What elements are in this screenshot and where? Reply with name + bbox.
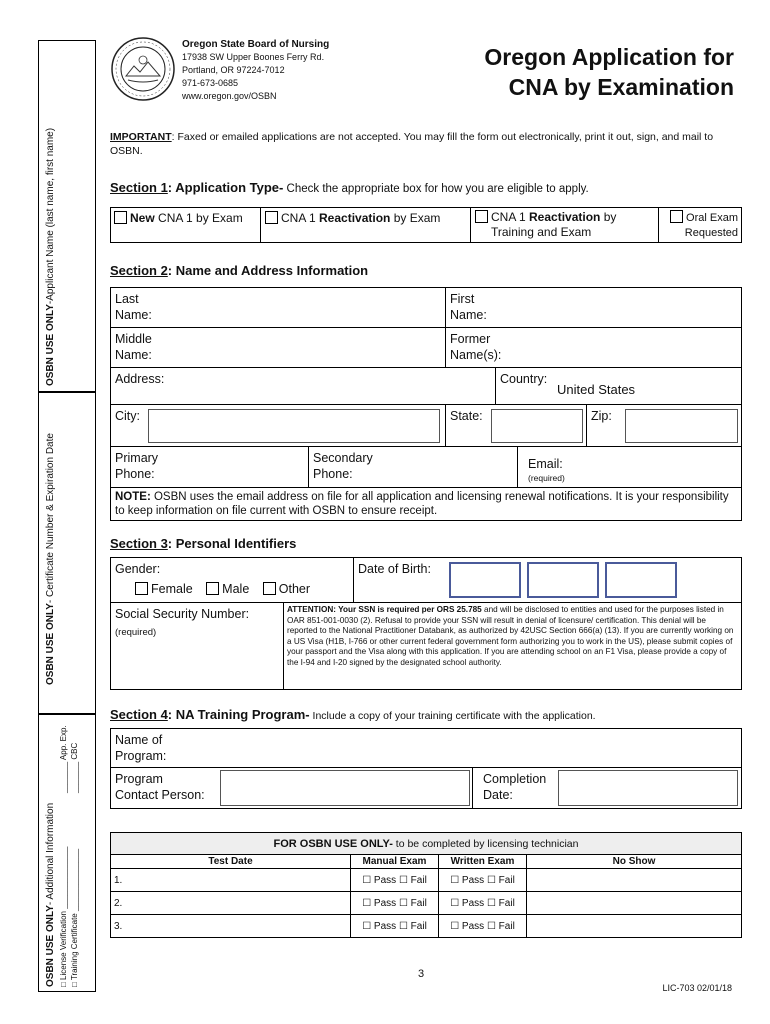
state-seal-logo [110,36,176,102]
agency-name: Oregon State Board of Nursing [182,39,330,50]
gender-female-option[interactable]: Female [135,582,193,596]
agency-web[interactable]: www.oregon.gov/OSBN [182,91,277,101]
col-test-date: Test Date [111,855,351,869]
checkbox-oral-exam[interactable] [670,210,683,223]
checkbox-new[interactable] [114,211,127,224]
training-certificate-check: □ Training Certificate ______________ [70,848,79,987]
osbn-technician-table [110,832,742,938]
table-row [111,869,742,892]
primary-phone-field[interactable]: Primary Phone: [110,446,309,488]
program-name-field[interactable]: Name of Program: [110,728,742,768]
agency-address2: Portland, OR 97224-7012 [182,65,285,75]
dob-day-input[interactable] [527,562,599,598]
test-date-cell[interactable]: 1. [111,869,351,892]
col-written-exam: Written Exam [439,855,527,869]
option-new-cna-exam[interactable]: New CNA 1 by Exam [110,207,260,243]
zip-input[interactable] [625,409,738,443]
manual-exam-cell[interactable]: ☐ Pass ☐ Fail [351,892,439,915]
col-manual-exam: Manual Exam [351,855,439,869]
state-row: State: [445,404,587,447]
written-exam-cell[interactable]: ☐ Pass ☐ Fail [439,869,527,892]
middle-name-field[interactable]: Middle Name: [110,327,446,368]
zip-row: Zip: [586,404,742,447]
no-show-cell[interactable] [527,869,742,892]
form-code: LIC-703 02/01/18 [662,983,732,993]
certificate-strip-label: OSBN USE ONLY- Certificate Number & Expiration Date [45,433,56,685]
additional-strip-label: OSBN USE ONLY- Additional Information [45,802,56,987]
state-input[interactable] [491,409,583,443]
tech-table-header: FOR OSBN USE ONLY- to be completed by licensing technician [111,833,742,855]
first-name-field[interactable]: First Name: [445,287,742,328]
ssn-field[interactable]: Social Security Number: (required) [110,602,284,690]
checkbox-male[interactable] [206,582,219,595]
no-show-cell[interactable] [527,892,742,915]
option-reactivation-exam[interactable]: CNA 1 Reactivation by Exam [260,207,470,243]
cbc-field: _______ CBC [70,742,79,793]
form-title: Oregon Application for CNA by Examination [484,44,734,100]
country-value: United States [557,382,636,397]
manual-exam-cell[interactable]: ☐ Pass ☐ Fail [351,869,439,892]
osbn-applicant-name-strip[interactable] [38,40,96,392]
ssn-attention-notice: ATTENTION: Your SSN is required per ORS 25.785 and will be disclosed to entities and used for the purposes listed in OAR 851-001-0030 (2). Refusal to provide your SSN will result in denial of licensure/ certification. This denial will be reported to the National Practitioner Databank, as authorized by 42USC Section 666(a) (13). If you are currently working on a US Visa (H1B, I-766 or other current federal government form authorizing you to work in the US), please submit copies of your passport and the Visa along with this application. If you are attending school on an F1 Visa, please provide a copy of the I-94 and I-20 signed by the designated school authority. [283,602,742,690]
secondary-phone-field[interactable]: Secondary Phone: [308,446,518,488]
option-oral-exam[interactable]: Oral Exam Requested [658,207,742,243]
col-no-show: No Show [527,855,742,869]
agency-info [182,38,329,103]
written-exam-cell[interactable]: ☐ Pass ☐ Fail [439,915,527,938]
app-exp-field: _______ App. Exp. [59,725,68,793]
checkbox-reactivation-exam[interactable] [265,211,278,224]
test-date-cell[interactable]: 2. [111,892,351,915]
agency-phone: 971-673-0685 [182,78,239,88]
program-contact-row: Program Contact Person: [110,767,473,809]
section4-heading: Section 4: NA Training Program- Include a copy of your training certificate with the application. [110,707,596,722]
option-reactivation-training[interactable]: CNA 1 Reactivation by Training and Exam [470,207,658,243]
osbn-certificate-strip[interactable] [38,392,96,714]
manual-exam-cell[interactable]: ☐ Pass ☐ Fail [351,915,439,938]
gender-field: Gender: Female Male Other [110,557,354,603]
dob-month-input[interactable] [449,562,521,598]
dob-field: Date of Birth: [353,557,742,603]
email-note: NOTE: OSBN uses the email address on file for all application and licensing renewal notifications. It is your responsibility to keep information on file current with OSBN to ensure receipt. [110,487,742,521]
email-field[interactable]: Email: (required) [517,446,742,488]
country-field[interactable]: Country: United States [495,367,742,405]
gender-male-option[interactable]: Male [206,582,249,596]
license-verification-check: □ License Verification ______________ [59,846,68,987]
gender-other-option[interactable]: Other [263,582,310,596]
table-row [111,892,742,915]
city-row: City: [110,404,446,447]
program-contact-input[interactable] [220,770,470,806]
osbn-additional-info-strip[interactable] [38,714,96,992]
important-notice: IMPORTANT: Faxed or emailed applications are not accepted. You may fill the form out electronically, print it out, sign, and mail to OSBN. [110,131,714,157]
dob-year-input[interactable] [605,562,677,598]
section2-heading: Section 2: Name and Address Information [110,263,369,278]
city-input[interactable] [148,409,440,443]
page-number: 3 [418,968,425,980]
applicant-name-strip-label: OSBN USE ONLY-Applicant Name (last name, first name) [45,127,56,386]
former-name-field[interactable]: Former Name(s): [445,327,742,368]
agency-address1: 17938 SW Upper Boones Ferry Rd. [182,52,325,62]
no-show-cell[interactable] [527,915,742,938]
written-exam-cell[interactable]: ☐ Pass ☐ Fail [439,892,527,915]
table-row [111,915,742,938]
address-field[interactable]: Address: [110,367,496,405]
last-name-field[interactable]: Last Name: [110,287,446,328]
checkbox-reactivation-training[interactable] [475,210,488,223]
section1-heading: Section 1: Application Type- Check the appropriate box for how you are eligible to apply. [110,180,589,195]
checkbox-other[interactable] [263,582,276,595]
checkbox-female[interactable] [135,582,148,595]
section3-heading: Section 3: Personal Identifiers [110,536,297,551]
completion-date-row: Completion Date: [472,767,742,809]
completion-date-input[interactable] [558,770,738,806]
test-date-cell[interactable]: 3. [111,915,351,938]
